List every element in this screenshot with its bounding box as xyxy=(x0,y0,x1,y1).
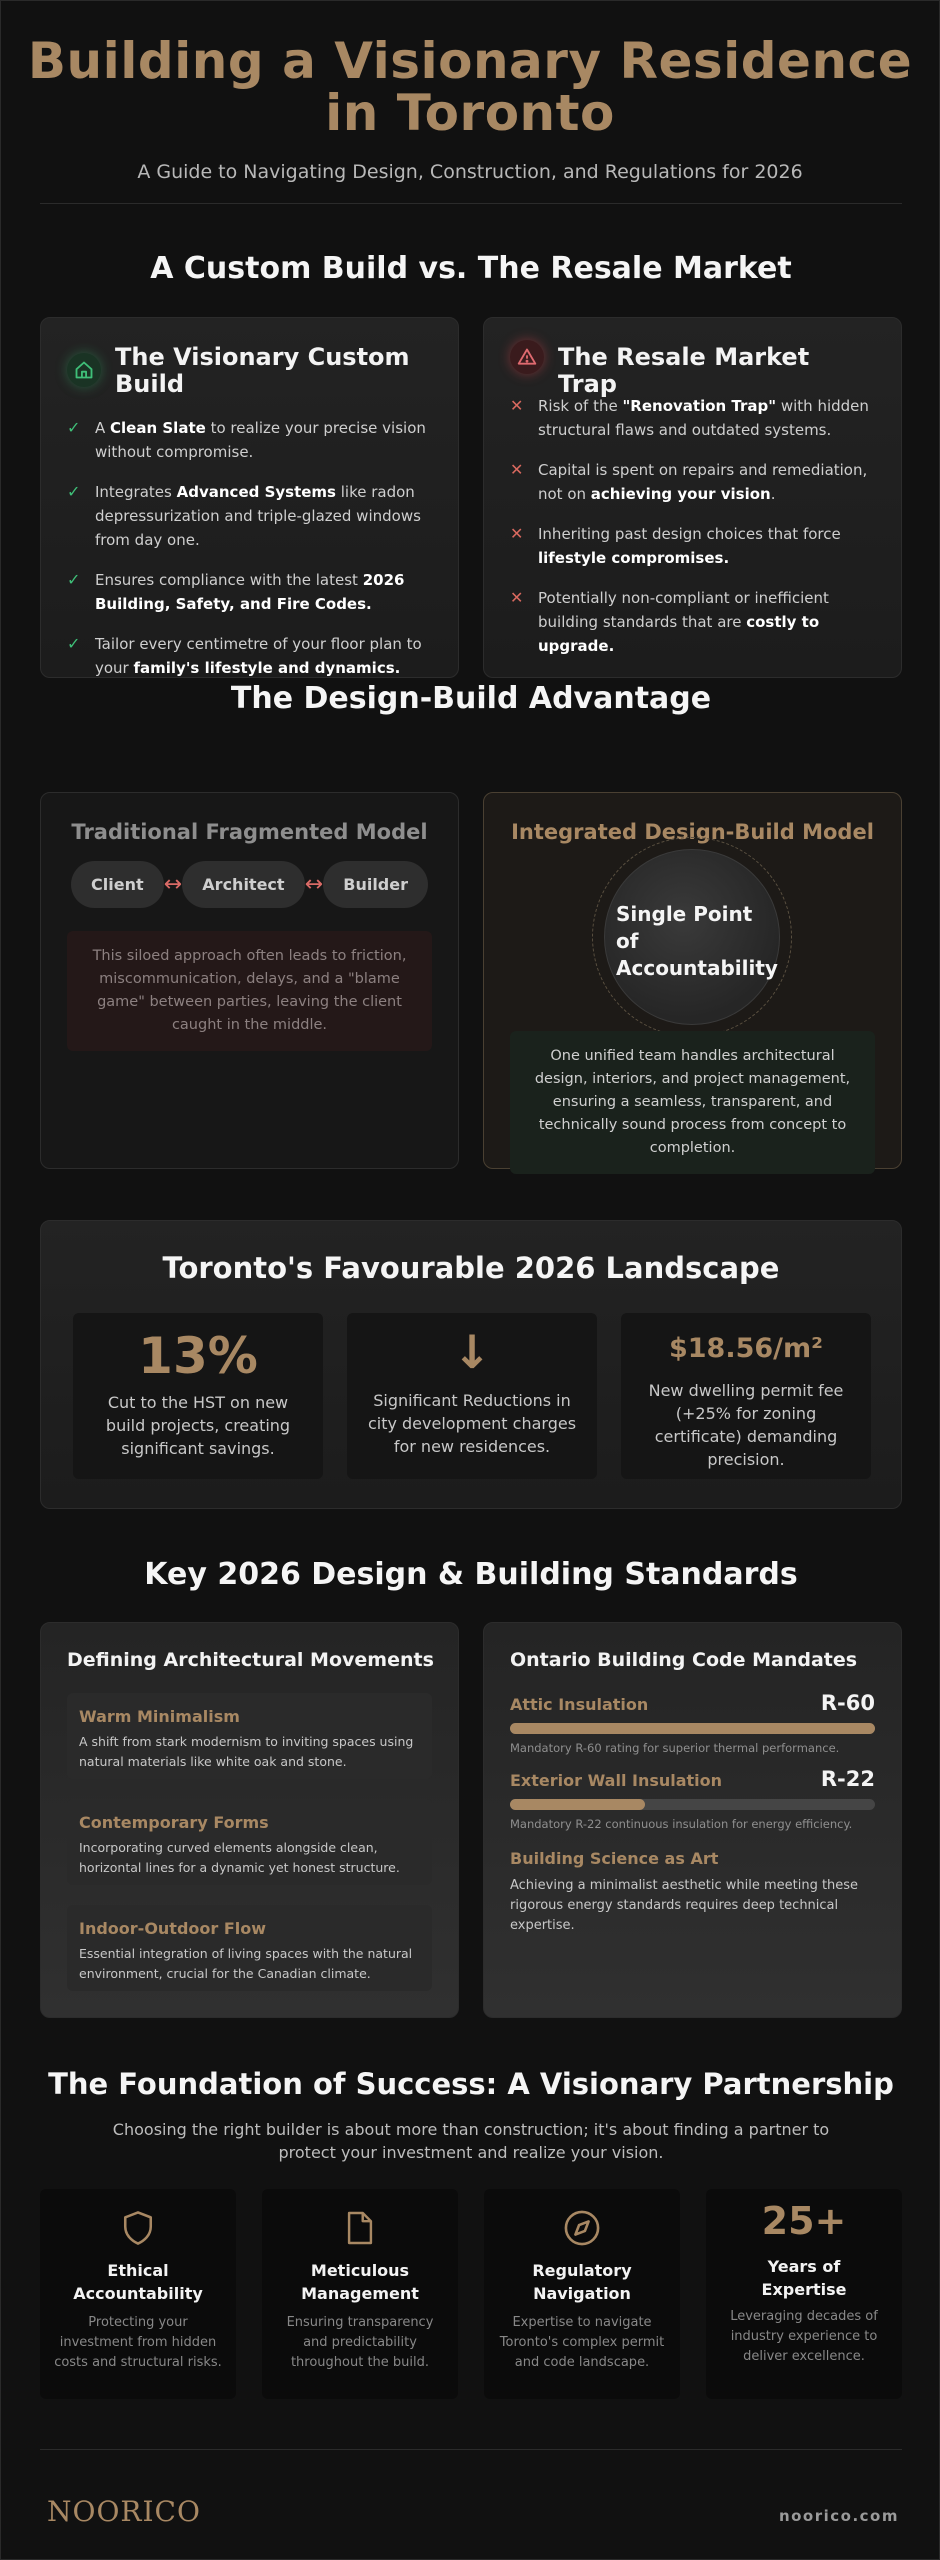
movement-contemporary-forms: Contemporary Forms Incorporating curved elements alongside clean, horizontal lines for a dynamic yet honest structure. xyxy=(67,1799,432,1885)
resale-item: ✕ Capital is spent on repairs and remediation, not on achieving your vision. xyxy=(510,458,875,506)
resale-item: ✕ Risk of the "Renovation Trap" with hidden structural flaws and outdated systems. xyxy=(510,394,875,442)
stat-permit-value: $18.56/m² xyxy=(668,1333,823,1364)
design-build-section-title: The Design-Build Advantage xyxy=(230,681,712,716)
check-icon: ✓ xyxy=(67,634,81,653)
hero xyxy=(1,1,939,183)
custom-build-title: The Visionary Custom Build xyxy=(115,343,410,398)
partnership-section-title: The Foundation of Success: A Visionary Partnership xyxy=(48,2067,894,2101)
brand-logo: NOORICO xyxy=(47,2495,201,2528)
card-meticulous-management: Meticulous Management Ensuring transparency and predictability throughout the build. xyxy=(262,2189,458,2399)
cross-icon: ✕ xyxy=(510,588,524,607)
movement-indoor-outdoor: Indoor-Outdoor Flow Essential integration of living spaces with the natural environment, crucial for the Canadian climate. xyxy=(67,1905,432,1991)
custom-build-item: ✓ Tailor every centimetre of your floor plan to your family's lifestyle and dynamics. xyxy=(67,632,432,680)
stat-development-charges xyxy=(347,1313,597,1479)
divider xyxy=(40,203,902,204)
integrated-model-title: Integrated Design-Build Model xyxy=(511,820,874,844)
check-icon: ✓ xyxy=(67,482,81,501)
unified-team-text: One unified team handles architectural design, interiors, and project management, ensuring a seamless, transparent, and technically sound process from concept to completion. xyxy=(510,1031,875,1174)
shield-icon xyxy=(40,2209,236,2249)
movements-title: Defining Architectural Movements xyxy=(67,1649,434,1671)
card-regulatory-navigation: Regulatory Navigation Expertise to navigate Toronto's complex permit and code landscape. xyxy=(484,2189,680,2399)
stat-permit-fee xyxy=(621,1313,871,1479)
bidirectional-arrow-icon: ↔ xyxy=(304,872,324,897)
bidirectional-arrow-icon: ↔ xyxy=(163,872,183,897)
card-years-expertise: 25+ Years of Expertise Leveraging decades of industry experience to deliver excellence. xyxy=(706,2189,902,2399)
compare-section-title: A Custom Build vs. The Resale Market xyxy=(150,251,792,286)
movement-warm-minimalism: Warm Minimalism A shift from stark modernism to inviting spaces using natural materials like white oak and stone. xyxy=(67,1693,432,1779)
down-arrow-icon: ↓ xyxy=(452,1325,492,1379)
integrated-model-card xyxy=(483,792,902,1169)
footer-divider xyxy=(40,2449,902,2450)
pill-architect: Architect xyxy=(182,861,304,908)
standards-section-title: Key 2026 Design & Building Standards xyxy=(144,1557,798,1592)
landscape-card xyxy=(40,1220,902,1509)
card-ethical-accountability: Ethical Accountability Protecting your investment from hidden costs and structural risks. xyxy=(40,2189,236,2399)
custom-build-item: ✓ Integrates Advanced Systems like radon depressurization and triple-glazed windows from day one. xyxy=(67,480,432,552)
attic-insulation-bar xyxy=(510,1723,875,1734)
check-icon: ✓ xyxy=(67,418,81,437)
pill-builder: Builder xyxy=(323,861,428,908)
stat-development-caption: Significant Reductions in city development charges for new residences. xyxy=(367,1391,577,1456)
stat-hst-value: 13% xyxy=(138,1327,258,1385)
years-value: 25+ xyxy=(761,2199,847,2243)
website-link[interactable]: noorico.com xyxy=(778,2507,899,2525)
resale-title: The Resale Market Trap xyxy=(558,343,810,398)
stat-permit-caption: New dwelling permit fee (+25% for zoning certificate) demanding precision. xyxy=(648,1381,844,1469)
cross-icon: ✕ xyxy=(510,524,524,543)
wall-insulation-row: Exterior Wall Insulation R-22 Mandatory R-22 continuous insulation for energy efficiency. xyxy=(510,1767,875,1831)
traditional-model-title: Traditional Fragmented Model xyxy=(71,820,428,844)
siloed-approach-text: This siloed approach often leads to friction, miscommunication, delays, and a "blame game" between parties, leaving the client caught in the middle. xyxy=(67,931,432,1051)
pill-client: Client xyxy=(71,861,164,908)
custom-build-item: ✓ A Clean Slate to realize your precise vision without compromise. xyxy=(67,416,432,464)
home-icon xyxy=(67,353,101,387)
custom-build-list xyxy=(67,416,432,696)
movements-card xyxy=(40,1622,459,2018)
resale-item: ✕ Potentially non-compliant or inefficient building standards that are costly to upgrade. xyxy=(510,586,875,658)
landscape-title: Toronto's Favourable 2026 Landscape xyxy=(162,1251,780,1285)
custom-build-card xyxy=(40,317,459,678)
resale-item: ✕ Inheriting past design choices that force lifestyle compromises. xyxy=(510,522,875,570)
page-subtitle: A Guide to Navigating Design, Construction, and Regulations for 2026 xyxy=(137,161,803,183)
page-title: Building a Visionary Residence in Toronto xyxy=(27,32,913,142)
cross-icon: ✕ xyxy=(510,396,524,415)
resale-list xyxy=(510,394,875,674)
check-icon: ✓ xyxy=(67,570,81,589)
stat-hst xyxy=(73,1313,323,1479)
wall-insulation-bar xyxy=(510,1799,645,1810)
warning-icon xyxy=(510,340,544,374)
attic-insulation-row: Attic Insulation R-60 Mandatory R-60 rating for superior thermal performance. xyxy=(510,1691,875,1755)
document-icon xyxy=(262,2209,458,2249)
code-mandates-card xyxy=(483,1622,902,2018)
resale-card xyxy=(483,317,902,678)
code-mandates-title: Ontario Building Code Mandates xyxy=(510,1649,858,1671)
custom-build-item: ✓ Ensures compliance with the latest 2026 Building, Safety, and Fire Codes. xyxy=(67,568,432,616)
building-science-block: Building Science as Art Achieving a minimalist aesthetic while meeting these rigorous energy standards requires deep technical expertise. xyxy=(510,1849,859,1933)
traditional-model-card xyxy=(40,792,459,1169)
single-point-accountability: Single Point of Accountability xyxy=(616,902,778,980)
partnership-subtitle: Choosing the right builder is about more than construction; it's about finding a partner to protect your investment and realize your vision. xyxy=(112,2120,830,2162)
stakeholder-pills xyxy=(71,861,428,908)
cross-icon: ✕ xyxy=(510,460,524,479)
stat-hst-caption: Cut to the HST on new build projects, creating significant savings. xyxy=(105,1393,291,1458)
compass-icon xyxy=(484,2209,680,2249)
